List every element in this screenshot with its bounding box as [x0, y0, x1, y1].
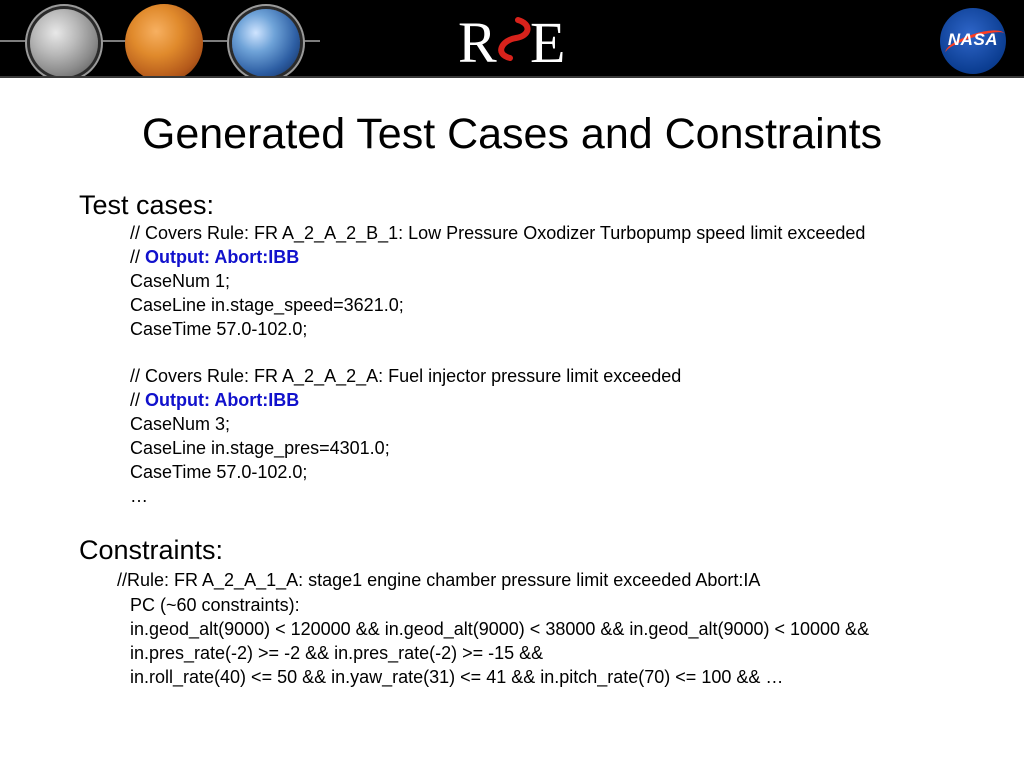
- case2-comment: // Covers Rule: FR A_2_A_2_A: Fuel injector pressure limit exceeded: [130, 366, 682, 386]
- constraint-line: in.roll_rate(40) <= 50 && in.yaw_rate(31) <= 41 && in.pitch_rate(70) <= 100 && …: [130, 667, 784, 687]
- constraint-rule: //Rule: FR A_2_A_1_A: stage1 engine chamber pressure limit exceeded Abort:IA: [117, 570, 761, 590]
- case2-casenum: CaseNum 3;: [130, 414, 231, 434]
- output-prefix: //: [130, 247, 146, 267]
- output-prefix: //: [130, 390, 146, 410]
- banner-divider: [0, 76, 1024, 78]
- nasa-wordmark: NASA: [947, 30, 999, 49]
- constraints-heading: Constraints:: [79, 535, 224, 565]
- mars-icon: [125, 4, 203, 78]
- rse-logo: [458, 10, 578, 72]
- earth-icon: [232, 9, 300, 77]
- moon-icon: [30, 9, 98, 77]
- case1-caseline: CaseLine in.stage_speed=3621.0;: [130, 295, 404, 315]
- case1-comment: // Covers Rule: FR A_2_A_2_B_1: Low Pressure Oxodizer Turbopump speed limit exceeded: [130, 223, 866, 243]
- header-banner: [0, 0, 1024, 78]
- output-value: Output: Abort:IBB: [145, 390, 300, 410]
- test-cases-heading: Test cases:: [79, 190, 215, 220]
- constraint-line: in.pres_rate(-2) >= -2 && in.pres_rate(-2) >= -15 &&: [130, 643, 544, 663]
- svg-text:R: R: [458, 10, 497, 72]
- output-value: Output: Abort:IBB: [145, 247, 300, 267]
- case2-casetime: CaseTime 57.0-102.0;: [130, 462, 308, 482]
- test-cases-ellipsis: …: [130, 486, 148, 506]
- nasa-logo-icon: [940, 8, 1006, 74]
- case2-output: [130, 389, 299, 411]
- constraint-line: in.geod_alt(9000) < 120000 && in.geod_alt(9000) < 38000 && in.geod_alt(9000) < 10000 &&: [130, 619, 870, 639]
- case1-casetime: CaseTime 57.0-102.0;: [130, 319, 308, 339]
- case1-casenum: CaseNum 1;: [130, 271, 231, 291]
- case1-output: [130, 246, 299, 268]
- svg-text:E: E: [530, 10, 566, 72]
- case2-caseline: CaseLine in.stage_pres=4301.0;: [130, 438, 390, 458]
- slide-title: Generated Test Cases and Constraints: [141, 110, 883, 158]
- constraint-line: PC (~60 constraints):: [130, 595, 300, 615]
